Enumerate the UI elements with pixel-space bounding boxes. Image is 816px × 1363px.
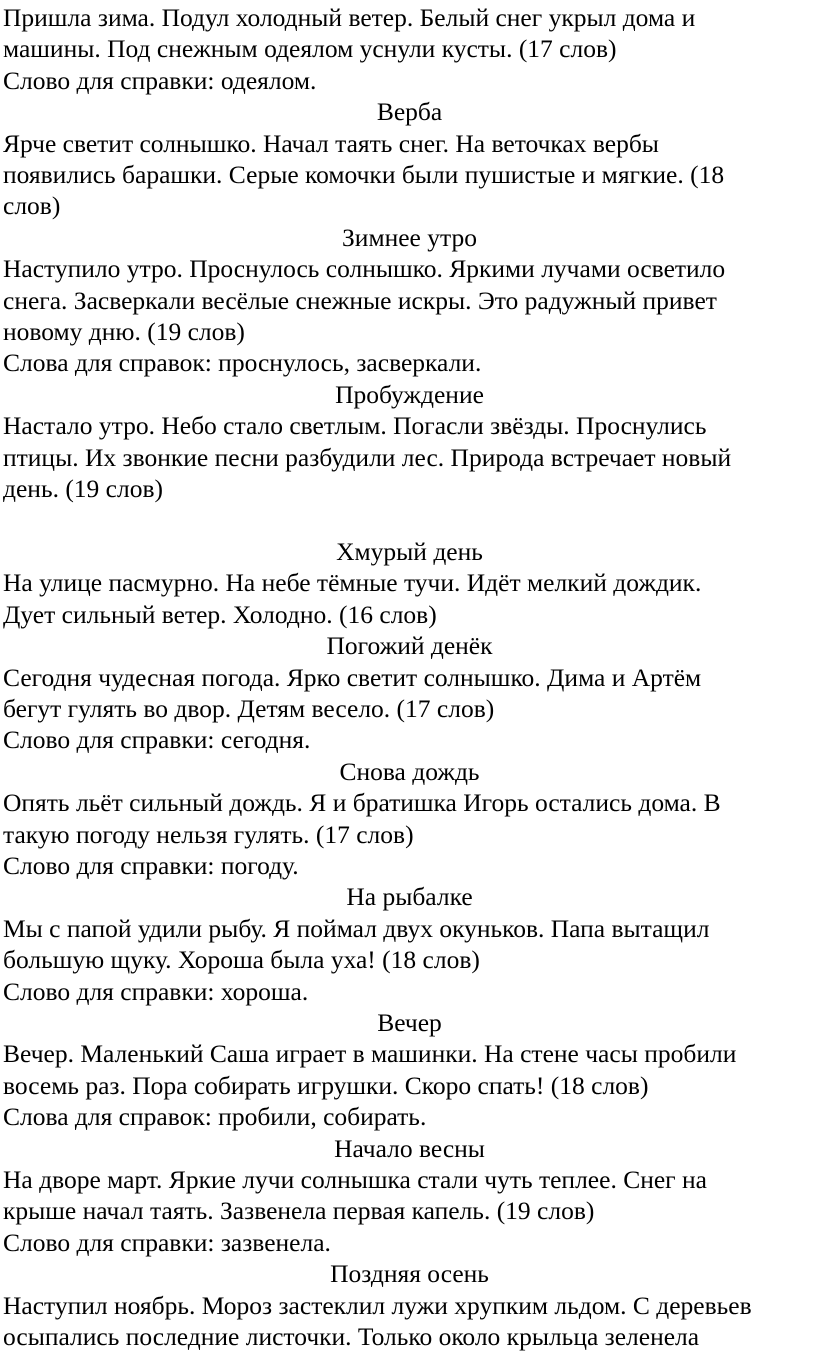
text-paragraph bbox=[3, 128, 816, 222]
text-line: крыше начал таять. Зазвенела первая капель. (19 слов) bbox=[3, 1196, 595, 1226]
text-line: бегут гулять во двор. Детям весело. (17 слов) bbox=[3, 693, 495, 723]
text-line: Наступил ноябрь. Мороз застеклил лужи хрупким льдом. С деревьев bbox=[3, 1290, 752, 1320]
text-line: Пришла зима. Подул холодный ветер. Белый снег укрыл дома и bbox=[3, 3, 696, 32]
text-line: Ярче светит солнышко. Начал таять снег. На веточках вербы bbox=[3, 128, 659, 158]
text-line: появились барашки. Серые комочки были пушистые и мягкие. (18 bbox=[3, 160, 725, 190]
section-title: Погожий денёк bbox=[326, 631, 493, 661]
section-title: Вечер bbox=[377, 1007, 442, 1037]
text-paragraph bbox=[3, 1038, 816, 1132]
text-line: восемь раз. Пора собирать игрушки. Скоро спать! (18 слов) bbox=[3, 1070, 649, 1100]
section-title: Зимнее утро bbox=[342, 222, 477, 252]
text-line: Сегодня чудесная погода. Ярко светит солнышко. Дима и Артём bbox=[3, 662, 702, 692]
text-line: Наступило утро. Проснулось солнышко. Яркими лучами осветило bbox=[3, 254, 726, 284]
text-line: снега. Засверкали весёлые снежные искры. Это радужный привет bbox=[3, 285, 717, 315]
text-line: На дворе март. Яркие лучи солнышка стали чуть теплее. Снег на bbox=[3, 1165, 707, 1195]
text-line: Слово для справки: погоду. bbox=[3, 850, 299, 880]
text-line: Слово для справки: зазвенела. bbox=[3, 1227, 331, 1257]
text-line: Опять льёт сильный дождь. Я и братишка Игорь остались дома. В bbox=[3, 788, 721, 818]
text-line: машины. Под снежным одеялом уснули кусты. (17 слов) bbox=[3, 34, 617, 64]
text-line: Дует сильный ветер. Холодно. (16 слов) bbox=[3, 599, 437, 629]
text-paragraph bbox=[3, 1164, 816, 1258]
text-line: такую погоду нельзя гулять. (17 слов) bbox=[3, 819, 414, 849]
text-line: Настало утро. Небо стало светлым. Погасли звёзды. Проснулись bbox=[3, 411, 707, 441]
text-line: день. (19 слов) bbox=[3, 474, 164, 504]
section-title: Верба bbox=[376, 97, 443, 127]
section-title: Хмурый день bbox=[336, 536, 483, 566]
text-line: Слово для справки: сегодня. bbox=[3, 725, 311, 755]
text-line: Слова для справок: проснулось, засверкали. bbox=[3, 348, 482, 378]
text-line: новому дню. (19 слов) bbox=[3, 317, 245, 347]
text-line: Слово для справки: хороша. bbox=[3, 976, 309, 1006]
section-title: Снова дождь bbox=[339, 756, 480, 786]
section-title: На рыбалке bbox=[346, 882, 473, 912]
text-line: Мы с папой удили рыбу. Я поймал двух окуньков. Папа вытащил bbox=[3, 913, 710, 943]
text-paragraph bbox=[3, 913, 816, 1007]
text-paragraph bbox=[3, 1290, 816, 1353]
text-line: слов) bbox=[3, 191, 61, 221]
text-paragraph bbox=[3, 253, 816, 379]
text-paragraph bbox=[3, 2, 816, 96]
text-line: большую щуку. Хороша была уха! (18 слов) bbox=[3, 945, 480, 975]
text-paragraph bbox=[3, 787, 816, 881]
section-title: Начало весны bbox=[334, 1133, 485, 1163]
text-line: Слово для справки: одеялом. bbox=[3, 65, 317, 95]
text-line: На улице пасмурно. На небе тёмные тучи. Идёт мелкий дождик. bbox=[3, 568, 702, 598]
text-line: Слова для справок: пробили, собирать. bbox=[3, 1102, 427, 1132]
text-paragraph bbox=[3, 662, 816, 756]
text-line: Вечер. Маленький Саша играет в машинки. На стене часы пробили bbox=[3, 1039, 737, 1069]
section-title: Поздняя осень bbox=[330, 1259, 489, 1289]
blank-line bbox=[3, 505, 816, 536]
text-line: осыпались последние листочки. Только около крыльца зеленела bbox=[3, 1322, 700, 1352]
text-line: птицы. Их звонкие песни разбудили лес. Природа встречает новый bbox=[3, 442, 732, 472]
text-paragraph bbox=[3, 410, 816, 504]
section-title: Пробуждение bbox=[335, 379, 484, 409]
text-paragraph bbox=[3, 567, 816, 630]
